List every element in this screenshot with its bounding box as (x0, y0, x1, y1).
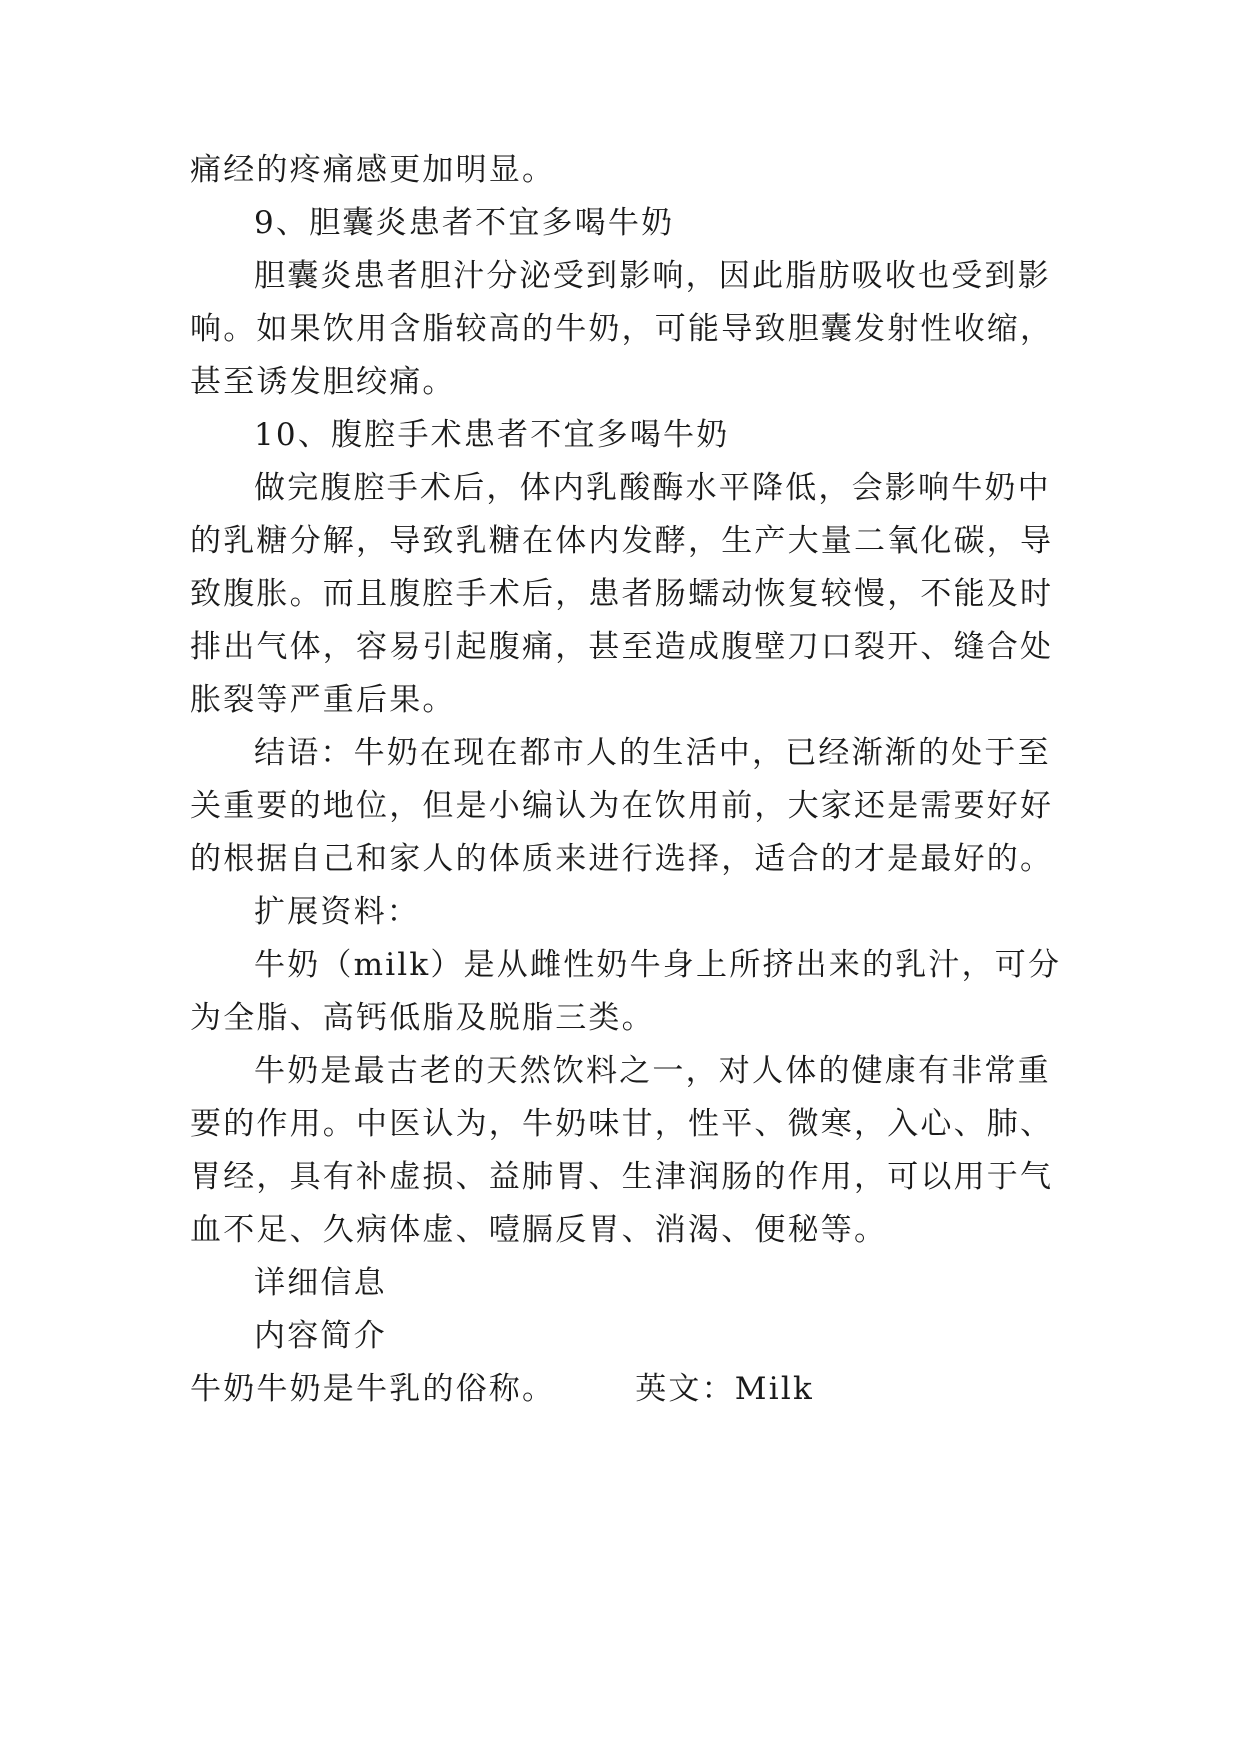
section-heading: 9、胆囊炎患者不宜多喝牛奶 (254, 205, 675, 241)
paragraph-line: 胆囊炎患者胆汁分泌受到影响，因此脂肪吸收也受到影 (254, 258, 1051, 294)
section-heading: 详细信息 (254, 1265, 387, 1301)
english-name: 英文：Milk (635, 1371, 814, 1407)
summary-text: 牛奶牛奶是牛乳的俗称。 (190, 1371, 556, 1407)
paragraph-line: 痛经的疼痛感更加明显。 (190, 152, 556, 188)
section-heading: 内容简介 (254, 1318, 387, 1354)
paragraph-line: 致腹胀。而且腹腔手术后，患者肠蠕动恢复较慢，不能及时 (190, 576, 1054, 612)
summary-line (190, 1369, 814, 1409)
paragraph-line: 要的作用。中医认为，牛奶味甘，性平、微寒，入心、肺、 (190, 1106, 1054, 1142)
paragraph-line: 的乳糖分解，导致乳糖在体内发酵，生产大量二氧化碳，导 (190, 523, 1054, 559)
paragraph-line: 响。如果饮用含脂较高的牛奶，可能导致胆囊发射性收缩， (190, 311, 1054, 347)
paragraph-line: 血不足、久病体虚、噎膈反胃、消渴、便秘等。 (190, 1212, 888, 1248)
paragraph-line: 的根据自己和家人的体质来进行选择，适合的才是最好的。 (190, 841, 1054, 877)
paragraph-line: 为全脂、高钙低脂及脱脂三类。 (190, 1000, 655, 1036)
section-heading: 10、腹腔手术患者不宜多喝牛奶 (254, 417, 730, 453)
paragraph-line: 甚至诱发胆绞痛。 (190, 364, 456, 400)
paragraph-line: 牛奶是最古老的天然饮料之一，对人体的健康有非常重 (254, 1053, 1051, 1089)
paragraph-line: 做完腹腔手术后，体内乳酸酶水平降低，会影响牛奶中 (254, 470, 1051, 506)
section-heading: 扩展资料： (254, 894, 420, 930)
paragraph-line: 排出气体，容易引起腹痛，甚至造成腹壁刀口裂开、缝合处 (190, 629, 1054, 665)
paragraph-line: 胀裂等严重后果。 (190, 682, 456, 718)
paragraph-line: 胃经，具有补虚损、益肺胃、生津润肠的作用，可以用于气 (190, 1159, 1054, 1195)
paragraph-line: 结语：牛奶在现在都市人的生活中，已经渐渐的处于至 (254, 735, 1051, 771)
paragraph-line: 牛奶（milk）是从雌性奶牛身上所挤出来的乳汁，可分 (254, 947, 1062, 983)
paragraph-line: 关重要的地位，但是小编认为在饮用前，大家还是需要好好 (190, 788, 1054, 824)
